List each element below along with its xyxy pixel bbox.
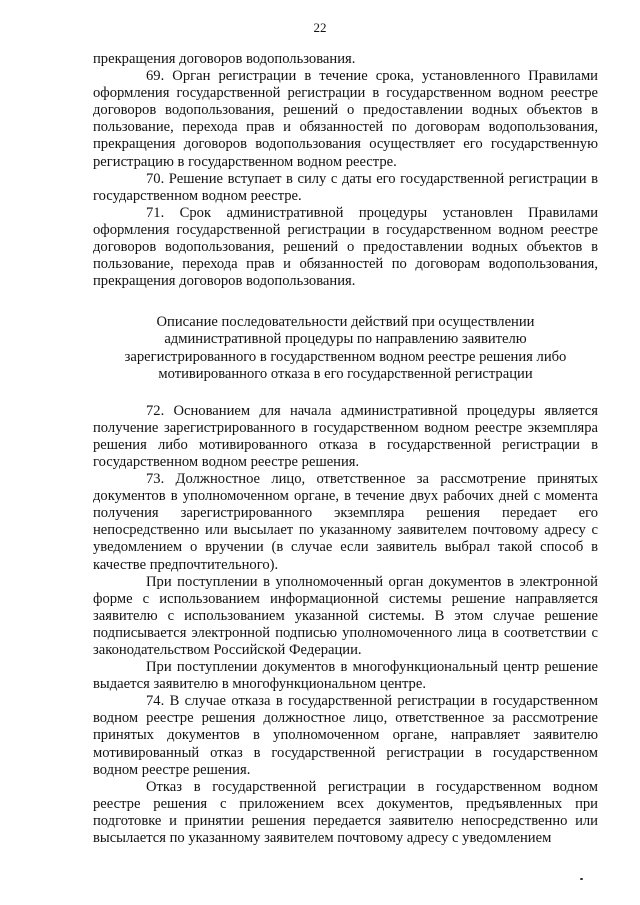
paragraph-refusal: Отказ в государственной регистрации в государственном водном реестре решения с приложением всех документов, предъявленных при подготовке и принятии решения передается заявителю непосредственно или высылается по указанному заявителем почтовому адресу с уведомлением bbox=[93, 778, 598, 847]
paragraph-electronic-submission: При поступлении в уполномоченный орган документов в электронной форме с использованием информационной системы решение направляется заявителю с использованием указанной системы. В этом случае решение подписывается электронной подписью уполномоченного лица в соответствии с законодательством Российской Федерации. bbox=[93, 573, 598, 658]
document-body bbox=[93, 51, 598, 847]
paragraph-73: 73. Должностное лицо, ответственное за рассмотрение принятых документов в уполномоченном органе, в течение двух рабочих дней с момента получения зарегистрированного экземпляра решения передает его непосредственно или высылает по указанному заявителем почтовому адресу с уведомлением о вручении (в случае если заявитель выбрал такой способ в качестве предпочтительного). bbox=[93, 471, 598, 573]
paragraph-70: 70. Решение вступает в силу с даты его государственной регистрации в государственном водном реестре. bbox=[93, 170, 598, 204]
paragraph-69: 69. Орган регистрации в течение срока, установленного Правилами оформления государственной регистрации в государственном водном реестре договоров водопользования, решений о предоставлении водных объектов в пользование, перехода прав и обязанностей по договорам водопользования, прекращения договоров водопользования осуществляет его государственную регистрацию в государственном водном реестре. bbox=[93, 68, 598, 170]
scan-artifact bbox=[580, 878, 583, 880]
section-heading: Описание последовательности действий при осуществлении административной процедуры по направлению заявителю зарегистрированного в государственном водном реестре решения либо мотивированного отказа в его государственной регистрации bbox=[124, 314, 567, 382]
paragraph-72: 72. Основанием для начала административной процедуры является получение зарегистрированного в государственном водном реестре экземпляра решения либо мотивированного отказа в государственной регистрации в государственном водном реестре решения. bbox=[93, 402, 598, 470]
paragraph-mfc-submission: При поступлении документов в многофункциональный центр решение выдается заявителю в многофункциональном центре. bbox=[93, 659, 598, 693]
page-number: 22 bbox=[313, 20, 327, 35]
paragraph-71: 71. Срок административной процедуры установлен Правилами оформления государственной регистрации в государственном водном реестре договоров водопользования, решений о предоставлении водных объектов в пользование, перехода прав и обязанностей по договорам водопользования, прекращения договоров водопользования. bbox=[93, 204, 598, 290]
paragraph-74: 74. В случае отказа в государственной регистрации в государственном водном реестре решения должностное лицо, ответственное за рассмотрение принятых документов в уполномоченном органе, направляет заявителю мотивированный отказ в государственной регистрации в государственном водном реестре решения. bbox=[93, 693, 598, 778]
paragraph-continuation: прекращения договоров водопользования. bbox=[93, 51, 356, 67]
